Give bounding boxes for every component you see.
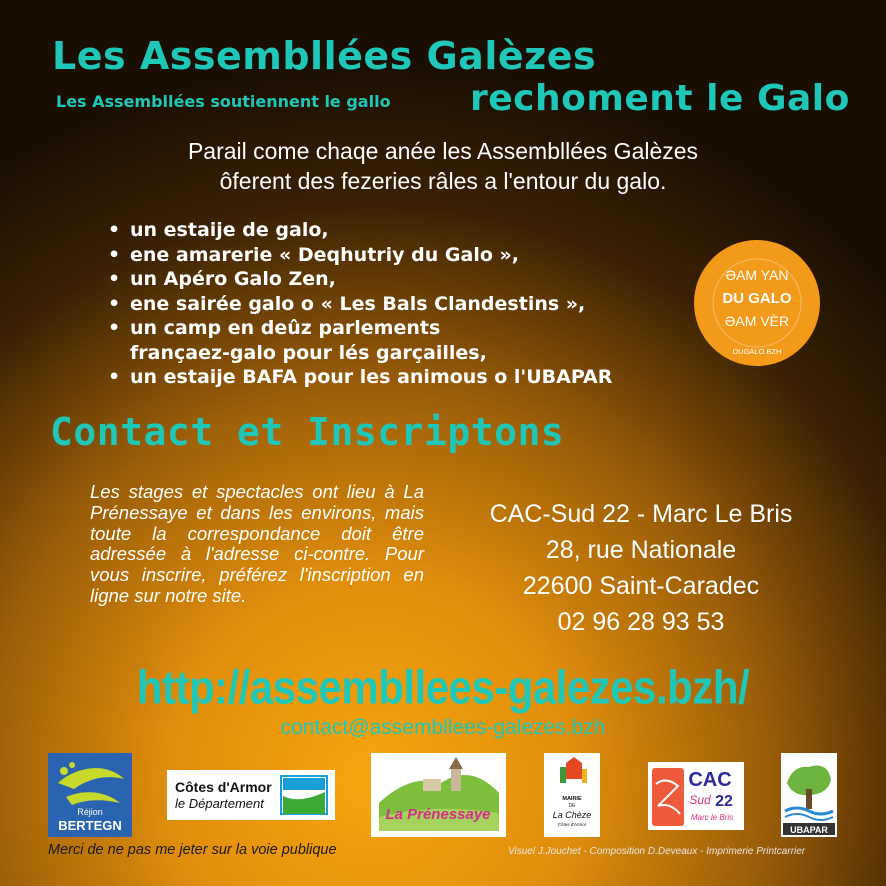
list-item xyxy=(108,365,612,390)
cac-line-1: CAC xyxy=(688,769,732,791)
badge-site: DUGALO.BZH xyxy=(732,347,782,356)
list-item-text: ene sairée galo o « Les Bals Clandestins », xyxy=(130,292,586,315)
email-link[interactable]: contact@assembllees-galezes.bzh xyxy=(280,716,606,739)
cotes-line-2: le Département xyxy=(175,796,264,811)
activities-list xyxy=(108,218,612,390)
intro-line-2: ôferent des fezeries râles a l'entour du galo. xyxy=(219,168,667,194)
region-line-2: BERTEGN xyxy=(58,818,122,833)
la-prenessaye-logo xyxy=(371,753,506,837)
mairie-la-cheze-logo xyxy=(544,753,600,837)
badge-line-1: ƏAM YAN xyxy=(725,267,789,283)
region-line-1: Réjion xyxy=(77,807,103,817)
cotes-armor-graphic xyxy=(167,770,335,820)
list-item-continuation: françaez-galo pour lés garçailles, xyxy=(130,341,487,364)
list-item-text: un estaije de galo, xyxy=(130,219,329,241)
list-item xyxy=(108,218,612,243)
bullet-icon: • xyxy=(108,219,121,241)
footer-note: Merci de ne pas me jeter sur la voie publique xyxy=(48,842,337,858)
dugalo-badge xyxy=(694,240,820,366)
ubapar-graphic xyxy=(781,753,837,837)
subtitle-big: rechoment le Galo xyxy=(470,78,850,119)
mairie-line-4: Côtes d'Armor xyxy=(557,822,587,827)
mairie-line-2: DE xyxy=(568,803,576,809)
mairie-la-cheze-graphic xyxy=(544,753,600,837)
contact-address xyxy=(440,496,842,640)
intro-line-1: Parail come chaqe anée les Assembllées Galèzes xyxy=(187,138,699,164)
address-line-3: 22600 Saint-Caradec xyxy=(522,572,760,600)
mairie-line-3: La Chèze xyxy=(552,810,592,820)
contact-note: Les stages et spectacles ont lieu à La Prénessaye et dans les environs, mais toute la correspondance doit être adressée à l'adresse ci-contre. Pour vous inscrire, préférez l'inscription en ligne sur notre site. xyxy=(90,481,424,606)
badge-line-2: DU GALO xyxy=(722,290,792,307)
ubapar-logo xyxy=(781,753,837,837)
bullet-icon: • xyxy=(108,292,121,315)
list-item-text: un estaije BAFA pour les animous o l'UBAPAR xyxy=(130,366,613,388)
website-link[interactable]: http://assembllees-galezes.bzh/ xyxy=(136,661,750,714)
cac-line-4: Marc le Bris xyxy=(690,813,734,822)
address-line-1: CAC-Sud 22 - Marc Le Bris xyxy=(489,500,793,528)
dugalo-badge-graphic xyxy=(694,240,820,366)
list-item xyxy=(108,243,612,268)
badge-line-3: ƏAM VÈR xyxy=(724,313,790,329)
region-bretagne-logo xyxy=(48,753,132,837)
list-item xyxy=(108,267,612,292)
cac-sud-22-logo xyxy=(648,762,744,830)
contact-title: Contact et Inscriptons xyxy=(50,410,565,454)
bullet-icon: • xyxy=(108,243,121,266)
cac-line-3: 22 xyxy=(715,793,733,810)
cac-sud-22-graphic xyxy=(648,762,744,830)
bullet-icon: • xyxy=(108,268,121,290)
list-item xyxy=(108,316,612,365)
region-bretagne-graphic xyxy=(48,753,132,837)
cotes-line-1: Côtes d'Armor xyxy=(175,779,272,795)
list-item-text: un Apéro Galo Zen, xyxy=(130,268,336,290)
la-prenessaye-graphic xyxy=(371,753,506,837)
footer-credits: Visuel J.Jouchet - Composition D.Deveaux - Imprimerie Printcarrier xyxy=(508,846,806,857)
bullet-icon: • xyxy=(108,366,121,388)
mairie-line-1: MAIRIE xyxy=(562,796,582,802)
list-item xyxy=(108,292,612,317)
list-item-text: un camp en deûz parlements xyxy=(130,317,441,339)
phone-number: 02 96 28 93 53 xyxy=(557,608,725,636)
page-title: Les Assembllées Galèzes xyxy=(52,34,597,78)
address-line-2: 28, rue Nationale xyxy=(545,536,737,564)
cotes-armor-logo xyxy=(167,770,335,820)
cac-line-2: Sud xyxy=(689,793,711,807)
ubapar-label: UBAPAR xyxy=(790,825,828,835)
list-item-text: ene amarerie « Deqhutriy du Galo », xyxy=(130,243,519,266)
subtitle-small: Les Assembllées soutiennent le gallo xyxy=(56,92,391,111)
prenessaye-label: La Prénessaye xyxy=(385,806,491,823)
bullet-icon: • xyxy=(108,317,121,339)
